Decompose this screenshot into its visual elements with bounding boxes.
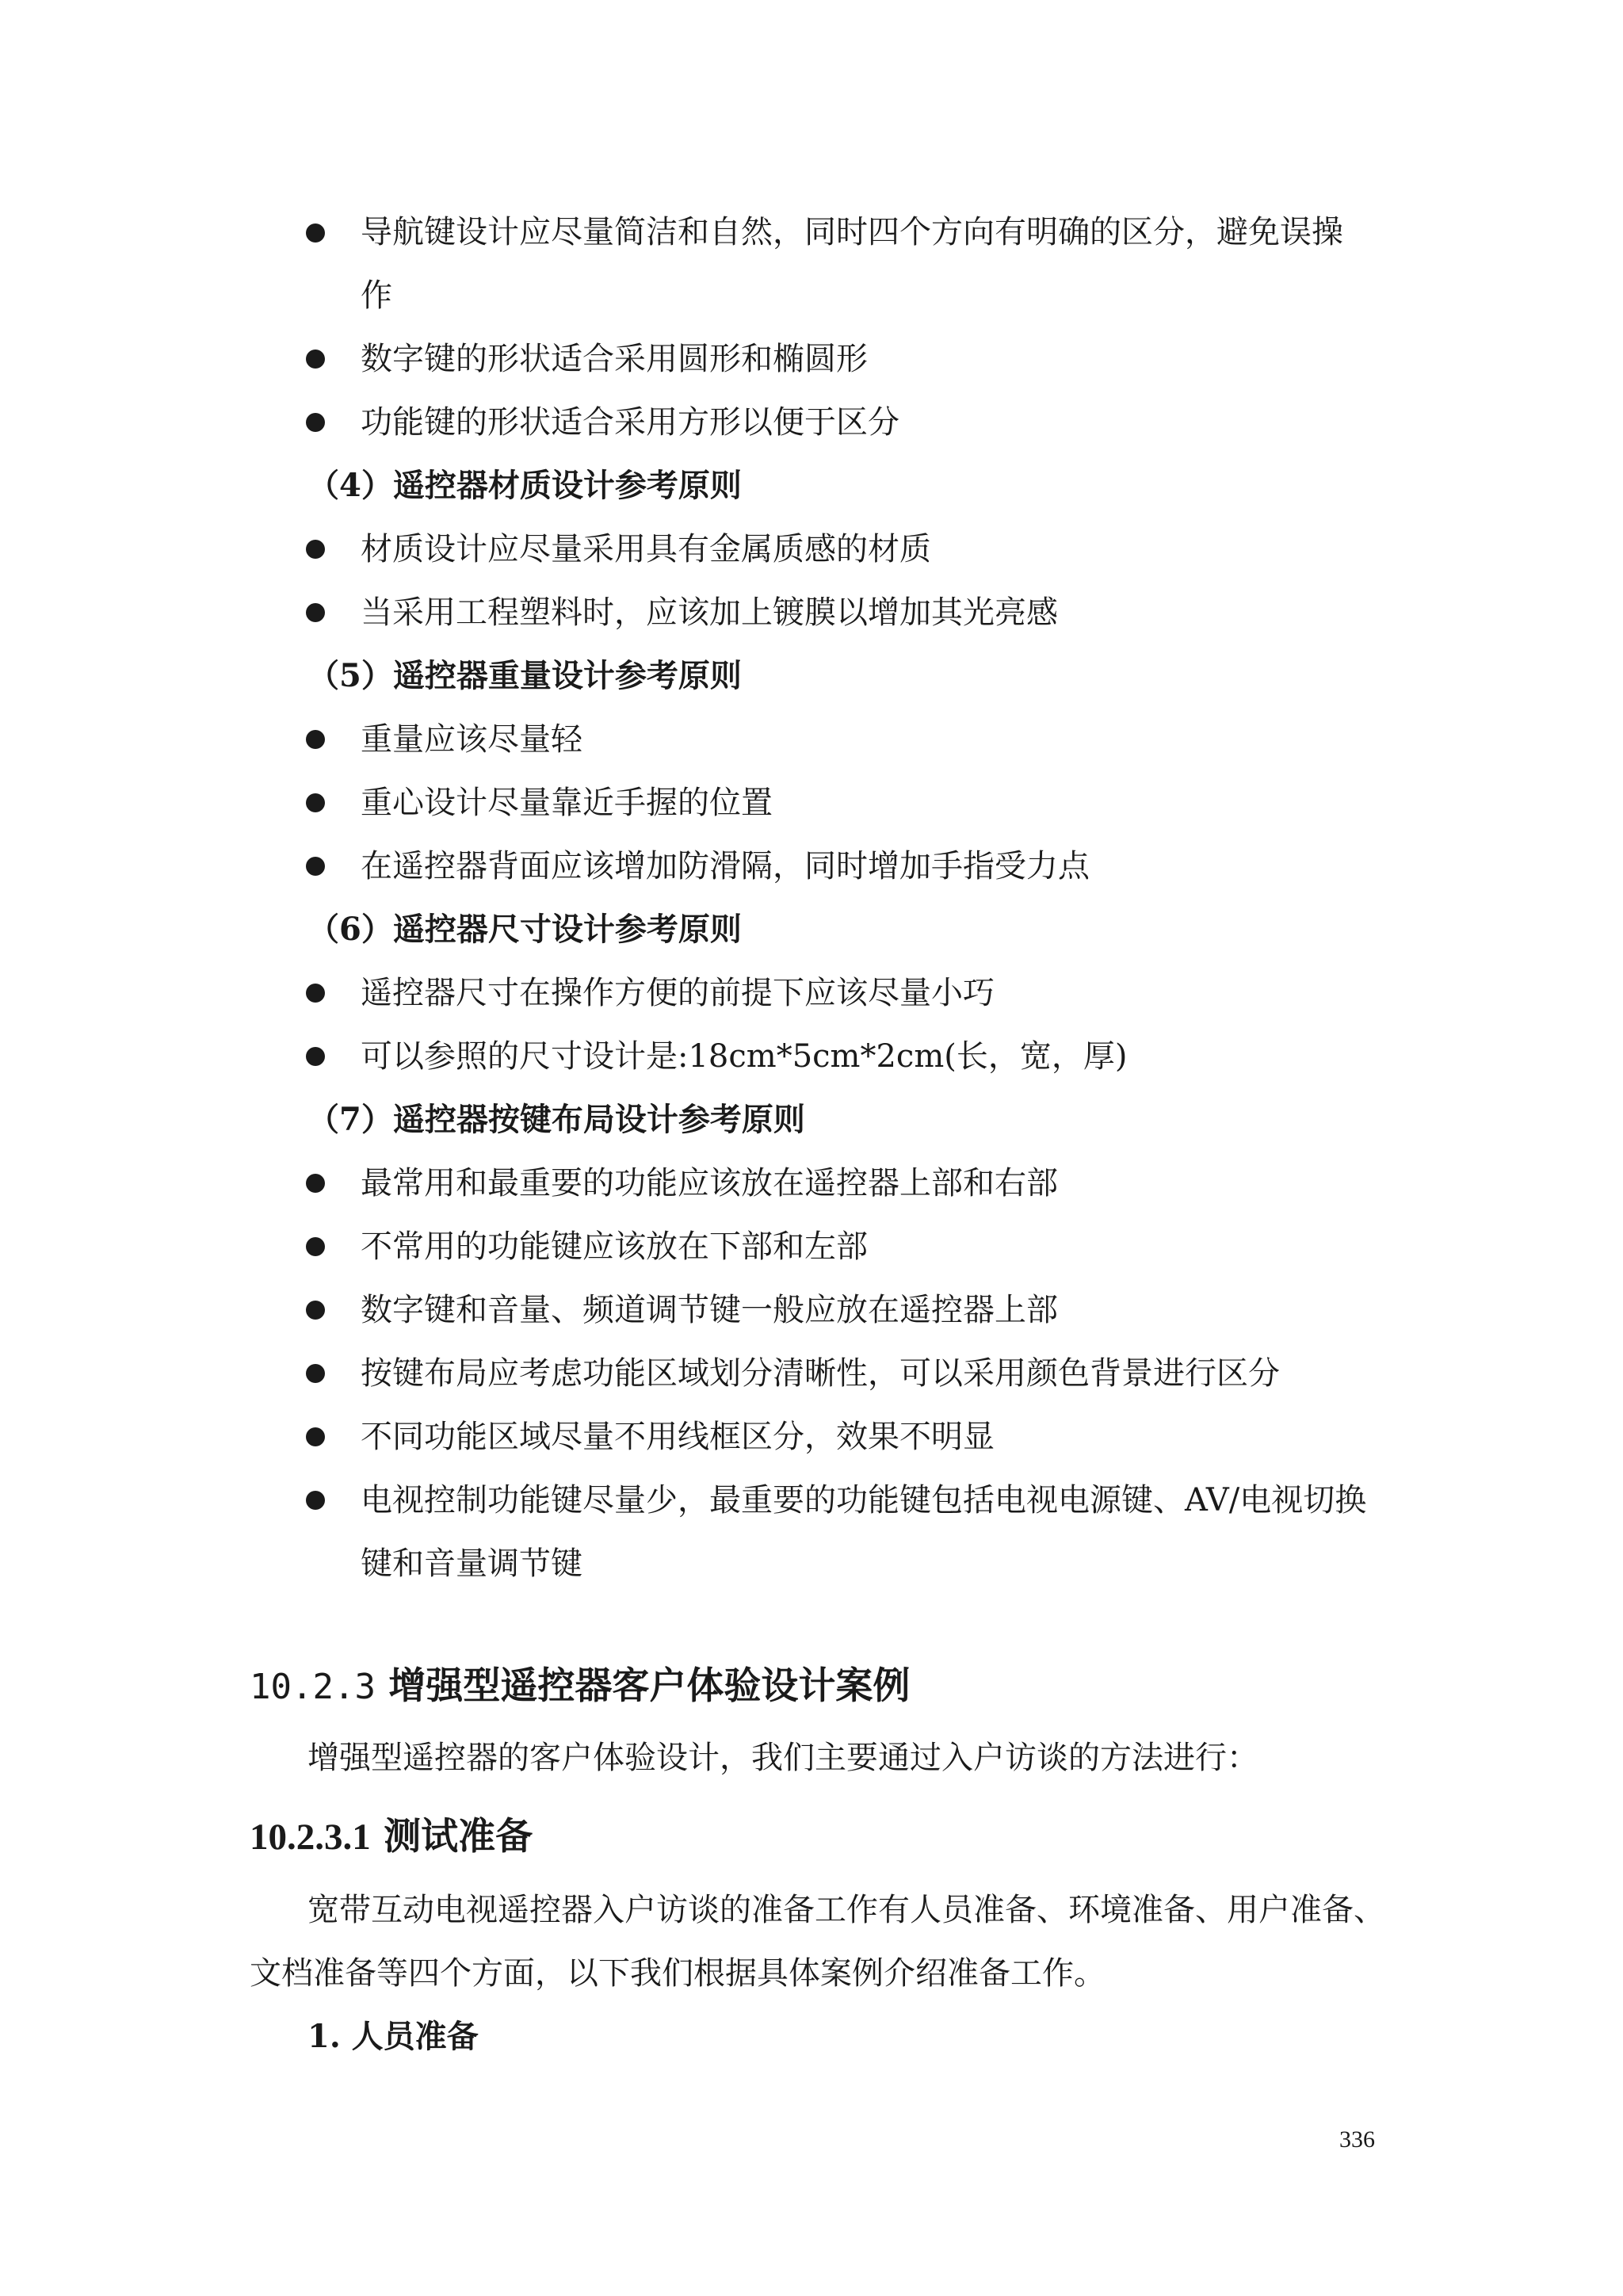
paragraph-line: 宽带互动电视遥控器入户访谈的准备工作有人员准备、环境准备、用户准备、	[307, 1892, 1385, 1928]
bullet-dot-icon	[306, 1174, 325, 1193]
page-number: 336	[1339, 2126, 1375, 2153]
bullet-dot-icon	[306, 1237, 325, 1256]
bullet-dot-icon	[306, 1364, 325, 1383]
bullet-text: 重量应该尽量轻	[361, 721, 582, 758]
bullet-text: 在遥控器背面应该增加防滑隔，同时增加手指受力点	[361, 848, 1090, 884]
subheading-layout: （7）遥控器按键布局设计参考原则	[307, 1101, 805, 1138]
bullet-text: 数字键的形状适合采用圆形和椭圆形	[361, 341, 868, 377]
bullet-dot-icon	[306, 730, 325, 749]
bullet-text: 最常用和最重要的功能应该放在遥控器上部和右部	[361, 1165, 1058, 1201]
bullet-text: 作	[361, 277, 392, 314]
bullet-text: 导航键设计应尽量简洁和自然，同时四个方向有明确的区分，避免误操	[361, 214, 1343, 250]
bullet-text: 重心设计尽量靠近手握的位置	[361, 785, 773, 821]
bullet-dot-icon	[306, 1047, 325, 1066]
bullet-dot-icon	[306, 857, 325, 876]
bullet-dot-icon	[306, 223, 325, 243]
section-intro: 增强型遥控器的客户体验设计，我们主要通过入户访谈的方法进行：	[307, 1740, 1258, 1776]
bullet-dot-icon	[306, 1491, 325, 1510]
bullet-text: 不常用的功能键应该放在下部和左部	[361, 1228, 868, 1265]
section-title: 增强型遥控器客户体验设计案例	[388, 1664, 911, 1708]
section-heading	[250, 1663, 910, 1711]
bullet-text: 数字键和音量、频道调节键一般应放在遥控器上部	[361, 1292, 1058, 1328]
bullet-dot-icon	[306, 1427, 325, 1446]
subsection-heading	[250, 1813, 533, 1861]
bullet-text: 可以参照的尺寸设计是:18cm*5cm*2cm(长，宽，厚)	[361, 1038, 1128, 1075]
paragraph-line: 文档准备等四个方面，以下我们根据具体案例介绍准备工作。	[250, 1955, 1106, 1992]
subheading-size: （6）遥控器尺寸设计参考原则	[307, 911, 742, 948]
bullet-dot-icon	[306, 793, 325, 812]
subheading-material: （4）遥控器材质设计参考原则	[307, 467, 742, 504]
subsection-number: 10.2.3.1	[250, 1817, 371, 1858]
bullet-dot-icon	[306, 413, 325, 432]
bullet-dot-icon	[306, 603, 325, 622]
bullet-text: 遥控器尺寸在操作方便的前提下应该尽量小巧	[361, 975, 995, 1011]
bullet-text: 功能键的形状适合采用方形以便于区分	[361, 404, 899, 441]
bullet-text: 电视控制功能键尽量少，最重要的功能键包括电视电源键、AV/电视切换	[361, 1482, 1367, 1519]
bullet-dot-icon	[306, 1301, 325, 1320]
bullet-text: 当采用工程塑料时，应该加上镀膜以增加其光亮感	[361, 594, 1058, 631]
bullet-dot-icon	[306, 540, 325, 559]
bullet-dot-icon	[306, 984, 325, 1003]
bullet-text: 键和音量调节键	[361, 1545, 582, 1582]
subheading-weight: （5）遥控器重量设计参考原则	[307, 657, 742, 694]
numbered-heading: 1. 人员准备	[307, 2018, 479, 2055]
section-number: 10.2.3	[250, 1667, 376, 1707]
bullet-text: 不同功能区域尽量不用线框区分，效果不明显	[361, 1419, 995, 1455]
bullet-text: 材质设计应尽量采用具有金属质感的材质	[361, 531, 931, 567]
bullet-text: 按键布局应考虑功能区域划分清晰性，可以采用颜色背景进行区分	[361, 1355, 1280, 1392]
bullet-dot-icon	[306, 350, 325, 369]
subsection-title: 测试准备	[384, 1815, 533, 1859]
